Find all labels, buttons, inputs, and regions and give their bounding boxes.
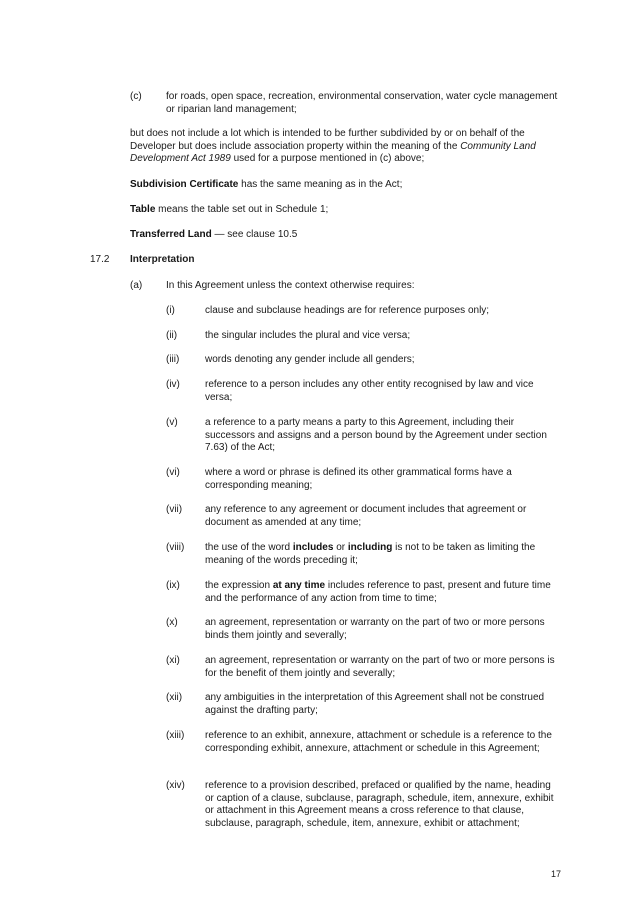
item-number: (xiii) <box>166 730 185 741</box>
definition-subdivision-certificate: Subdivision Certificate has the same meaning as in the Act; <box>130 179 403 190</box>
item-number: (iv) <box>166 379 180 390</box>
clause-c-label: (c) <box>130 91 142 102</box>
intro-label: (a) <box>130 280 143 291</box>
definition-table: Table means the table set out in Schedule 1; <box>130 204 329 215</box>
list-item: reference to a provision described, prefaced or qualified by the name, heading or caption of a clause, subclause, paragraph, schedule, item, annexure, exhibit or attachment in this Agreement means a cross reference to that clause, subclause, paragraph, schedule, item, annexure, exhibit or attachment; <box>205 780 554 829</box>
list-item: an agreement, representation or warranty on the part of two or more persons is for the benefit of them jointly and severally; <box>205 655 555 679</box>
act-name: Community Land Development Act 1989 <box>130 140 536 164</box>
exclusion-paragraph: but does not include a lot which is intended to be further subdivided by or on behalf of the Developer but does include association property within the meaning of the Community Land Development Act 1989 used for a purpose mentioned in (c) above; <box>130 128 536 164</box>
list-item: the expression at any time includes reference to past, present and future time and the performance of any action from time to time; <box>205 580 551 604</box>
section-number: 17.2 <box>90 254 110 265</box>
item-number: (xii) <box>166 692 183 703</box>
defined-term: Subdivision Certificate <box>130 179 239 190</box>
definition-transferred-land: Transferred Land — see clause 10.5 <box>130 229 298 240</box>
list-item: a reference to a party means a party to this Agreement, including their successors and assigns and a person bound by the Agreement under section 7.63) of the Act; <box>205 417 547 453</box>
list-item: clause and subclause headings are for reference purposes only; <box>205 305 490 316</box>
item-number: (ii) <box>166 330 178 341</box>
item-number: (v) <box>166 417 178 428</box>
defined-term: Transferred Land <box>130 229 212 240</box>
item-number: (ix) <box>166 580 180 591</box>
item-number: (vi) <box>166 467 180 478</box>
list-item: any ambiguities in the interpretation of this Agreement shall not be construed against the drafting party; <box>205 692 545 716</box>
item-number: (viii) <box>166 542 185 553</box>
bold-term: at any time <box>272 580 326 591</box>
page-number: 17 <box>551 869 562 879</box>
item-number: (iii) <box>166 354 180 365</box>
section-title: Interpretation <box>130 254 195 265</box>
clause-c-text: for roads, open space, recreation, environmental conservation, water cycle management or riparian land management; <box>166 91 558 115</box>
intro-text: In this Agreement unless the context otherwise requires: <box>166 280 415 291</box>
list-item: the singular includes the plural and vice versa; <box>205 330 411 341</box>
item-number: (x) <box>166 617 178 628</box>
list-item: the use of the word includes or including is not to be taken as limiting the meaning of the words preceding it; <box>205 542 536 566</box>
bold-term: including <box>347 542 393 553</box>
item-number: (xiv) <box>166 780 185 791</box>
item-number: (i) <box>166 305 175 316</box>
item-number: (vii) <box>166 504 183 515</box>
list-item: an agreement, representation or warranty on the part of two or more persons binds them jointly and severally; <box>205 617 545 641</box>
list-item: reference to an exhibit, annexure, attachment or schedule is a reference to the corresponding exhibit, annexure, attachment or schedule in this Agreement; <box>205 730 552 754</box>
defined-term: Table <box>130 204 156 215</box>
bold-term: includes <box>292 542 334 553</box>
item-number: (xi) <box>166 655 180 666</box>
list-item: any reference to any agreement or document includes that agreement or document as amended at any time; <box>205 504 527 528</box>
list-item: words denoting any gender include all genders; <box>205 354 415 365</box>
list-item: reference to a person includes any other entity recognised by law and vice versa; <box>205 379 534 403</box>
list-item: where a word or phrase is defined its other grammatical forms have a corresponding meaning; <box>205 467 512 491</box>
